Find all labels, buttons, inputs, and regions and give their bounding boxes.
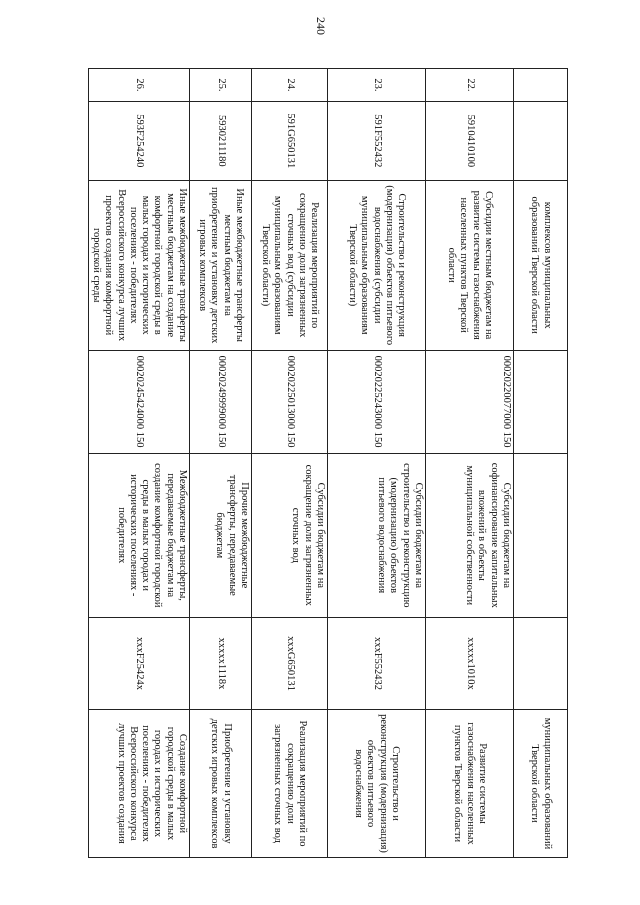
row-kosgu: xxxxx1118x — [190, 617, 252, 709]
row-kosgu: xxxxx1010x — [426, 617, 514, 709]
rotated-table — [92, 68, 568, 858]
row-number: 26. — [88, 69, 189, 102]
row-name: Реализация мероприятий по сокращению доли загрязненных сточных вод (субсидии муниципальным образованиям Тверской области) — [252, 180, 328, 350]
row-purpose: Реализация мероприятий по сокращению доли загрязненных сточных вод — [252, 710, 328, 858]
row-code: 593F254240 — [88, 101, 189, 180]
row-kbk-name: Субсидии бюджетам на сокращение доли загрязненных сточных вод — [252, 453, 328, 617]
header-purpose: муниципальных образований Тверской области — [514, 710, 568, 858]
row-code: 591F552432 — [328, 101, 426, 180]
row-number: 24. — [252, 69, 328, 102]
table-row — [426, 69, 514, 858]
table-row — [88, 69, 189, 858]
row-kbk-name: Межбюджетные трансферты, передаваемые бюджетам на создание комфортной городской среды в малых городах и исторических поселениях - победителях — [88, 453, 189, 617]
page-number: 240 — [314, 17, 328, 35]
row-purpose: Развитие системы газоснабжения населенных пунктов Тверской области — [426, 710, 514, 858]
table-row — [328, 69, 426, 858]
row-purpose: Создание комфортной городской среды в малых городах и исторических поселениях - победителях Всероссийского конкурса лучших проектов создания — [88, 710, 189, 858]
row-code: 5910410100 — [426, 101, 514, 180]
row-name: Строительство и реконструкция (модернизация) объектов питьевого водоснабжения (субсидии муниципальным образованиям Тверской области) — [328, 180, 426, 350]
table-row — [252, 69, 328, 858]
row-kbk: 00020225013000 150 — [252, 350, 328, 453]
row-name: Субсидии местным бюджетам на развитие системы газоснабжения населенных пунктов Тверской области — [426, 180, 514, 350]
row-kbk: 00020225243000 150 — [328, 350, 426, 453]
row-kosgu: xxxF25424x — [88, 617, 189, 709]
row-number: 22. — [426, 69, 514, 102]
row-kosgu: xxxF552432 — [328, 617, 426, 709]
header-continuation-row — [514, 69, 568, 858]
row-kosgu: xxxG650131 — [252, 617, 328, 709]
row-number: 23. — [328, 69, 426, 102]
row-kbk: 00020249999000 150 — [190, 350, 252, 453]
row-code: 5930211180 — [190, 101, 252, 180]
budget-table — [88, 68, 568, 858]
row-kbk: 00020220077000 150 — [426, 350, 514, 453]
row-name: Иные межбюджетные трансферты местным бюджетам на приобретение и установку детских игровых комплексов — [190, 180, 252, 350]
row-kbk-name: Субсидии бюджетам на софинансирование капитальных вложений в объекты муниципальной собственности — [426, 453, 514, 617]
header-name: комплексов муниципальных образований Тверской области — [514, 180, 568, 350]
row-kbk-name: Субсидии бюджетам на строительство и реконструкцию (модернизацию) объектов питьевого водоснабжения — [328, 453, 426, 617]
table-row — [190, 69, 252, 858]
row-number: 25. — [190, 69, 252, 102]
row-kbk-name: Прочие межбюджетные трансферты, передаваемые бюджетам — [190, 453, 252, 617]
row-purpose: Строительство и реконструкция (модернизация) объектов питьевого водоснабжения — [328, 710, 426, 858]
row-purpose: Приобретение и установку детских игровых комплексов — [190, 710, 252, 858]
row-kbk: 00020245424000 150 — [88, 350, 189, 453]
row-name: Иные межбюджетные трансферты местным бюджетам на создание комфортной городской среды в малых городах и исторических поселениях - победителях Всероссийского конкурса лучших проектов создания комфортной городской среды — [88, 180, 189, 350]
row-code: 591G650131 — [252, 101, 328, 180]
